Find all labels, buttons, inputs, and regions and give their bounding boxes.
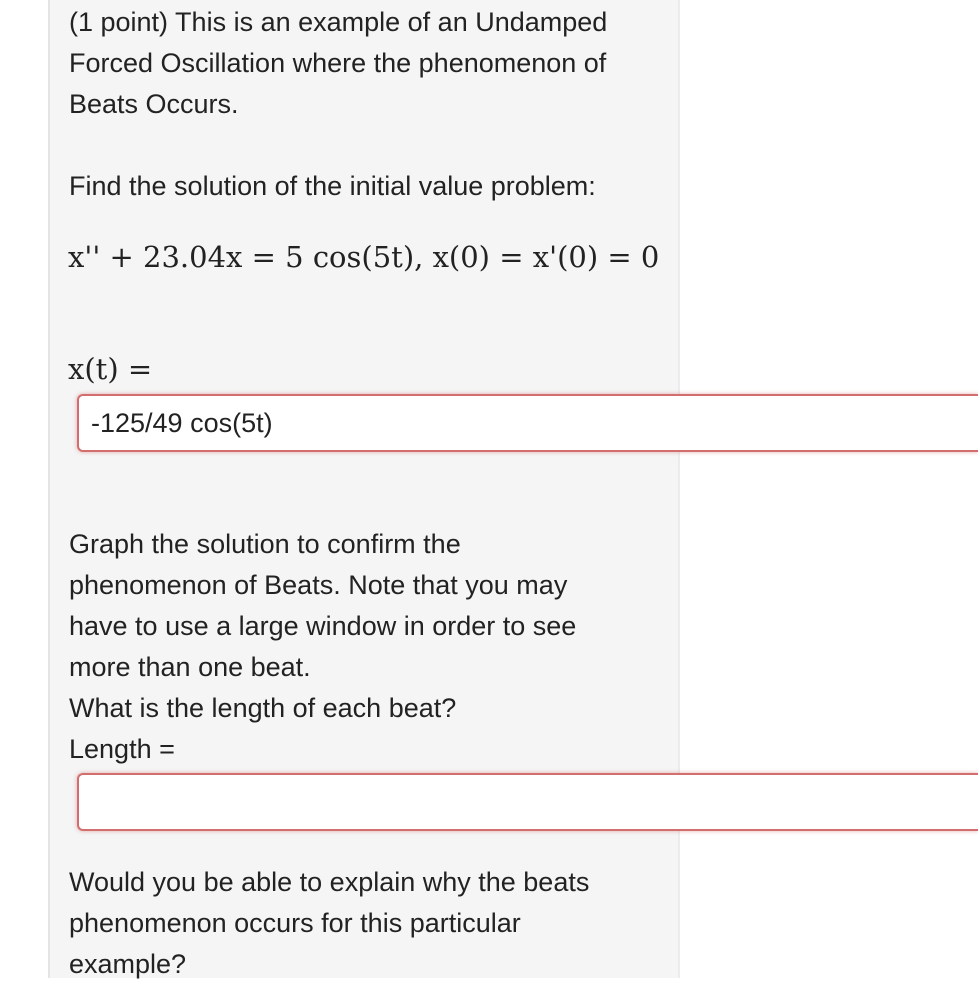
ivp-equation: x'' + 23.04x = 5 cos(5t), x(0) = x'(0) = 0 <box>68 240 660 274</box>
beat-question: What is the length of each beat? <box>69 693 457 723</box>
graph-line-3: have to use a large window in order to see <box>69 611 577 641</box>
xt-label: x(t) = <box>68 352 153 386</box>
length-label: Length = <box>69 734 175 764</box>
intro-line-2: Forced Oscillation where the phenomenon of <box>69 48 607 78</box>
graph-line-1: Graph the solution to confirm the <box>69 529 461 559</box>
explain-line-3: example? <box>69 949 187 979</box>
intro-line-3: Beats Occurs. <box>69 89 239 119</box>
find-prompt: Find the solution of the initial value problem: <box>69 171 596 201</box>
length-answer-input[interactable] <box>77 773 978 831</box>
graph-line-2: phenomenon of Beats. Note that you may <box>69 570 568 600</box>
problem-panel <box>48 0 680 978</box>
xt-answer-input[interactable] <box>77 394 978 452</box>
intro-line-1: (1 point) This is an example of an Undamped <box>69 7 608 37</box>
explain-line-2: phenomenon occurs for this particular <box>69 908 521 938</box>
graph-line-4: more than one beat. <box>69 652 311 682</box>
explain-line-1: Would you be able to explain why the beats <box>69 867 590 897</box>
